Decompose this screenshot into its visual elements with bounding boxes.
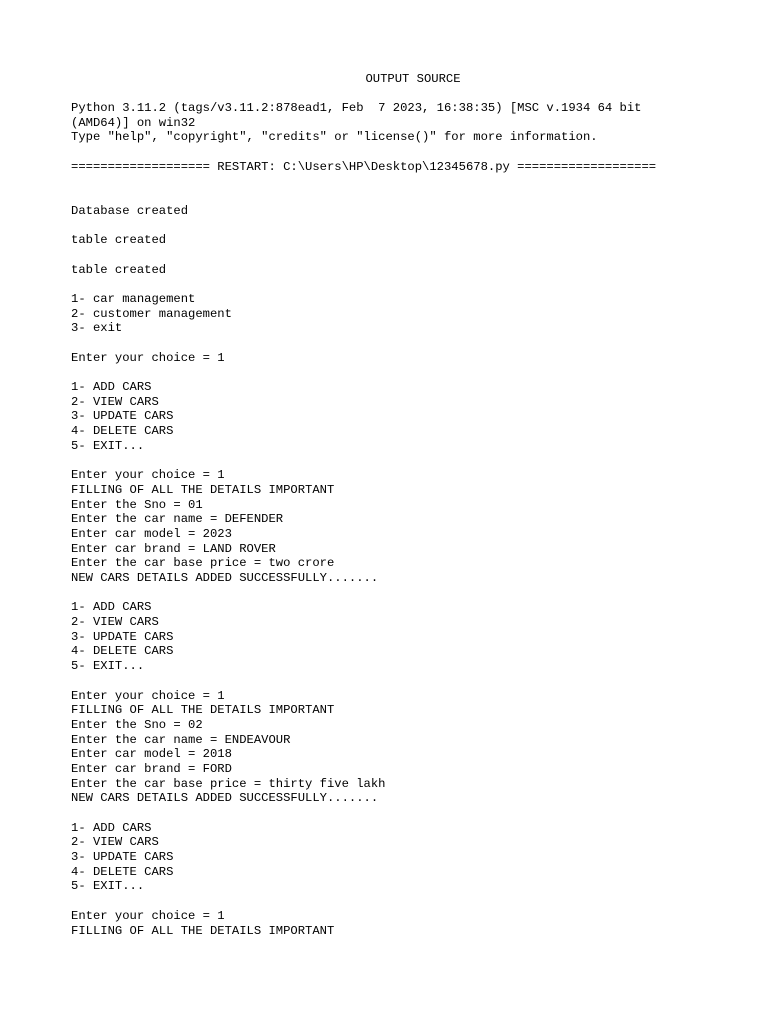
- output-line: Enter the Sno = 01: [71, 497, 203, 512]
- output-line: Enter car brand = LAND ROVER: [71, 541, 276, 556]
- output-line: Enter car brand = FORD: [71, 761, 232, 776]
- output-line: 1- car management: [71, 291, 196, 306]
- output-line: table created: [71, 262, 167, 277]
- output-line: Enter the car base price = thirty five lakh: [71, 776, 386, 791]
- output-line: Enter the car base price = two crore: [71, 556, 335, 571]
- output-line: 2- customer management: [71, 306, 232, 321]
- output-line: Enter the Sno = 02: [71, 717, 203, 732]
- output-line: Database created: [71, 203, 189, 218]
- output-line: [71, 674, 731, 689]
- output-line: table created: [71, 233, 167, 248]
- output-line: Enter the car name = DEFENDER: [71, 512, 284, 527]
- page-title: OUTPUT SOURCE: [365, 72, 461, 86]
- output-line: FILLING OF ALL THE DETAILS IMPORTANT: [71, 703, 335, 718]
- console-output: [71, 101, 731, 938]
- output-line: Enter car model = 2023: [71, 526, 232, 541]
- output-line: 5- EXIT...: [71, 438, 145, 453]
- output-line: 1- ADD CARS: [71, 600, 152, 615]
- output-line: 3- UPDATE CARS: [71, 409, 174, 424]
- output-line: Enter car model = 2018: [71, 747, 232, 762]
- output-line: Enter the car name = ENDEAVOUR: [71, 732, 291, 747]
- output-line: [71, 189, 731, 204]
- output-line: 2- VIEW CARS: [71, 835, 159, 850]
- output-line: [71, 174, 731, 189]
- output-line: [71, 277, 731, 292]
- output-line: 5- EXIT...: [71, 879, 145, 894]
- output-line: [71, 219, 731, 234]
- output-line: [71, 248, 731, 263]
- output-line: NEW CARS DETAILS ADDED SUCCESSFULLY.......: [71, 791, 379, 806]
- output-line: 3- exit: [71, 321, 123, 336]
- output-line: [71, 894, 731, 909]
- output-line: Enter your choice = 1: [71, 688, 225, 703]
- output-line: 4- DELETE CARS: [71, 424, 174, 439]
- output-line: 1- ADD CARS: [71, 820, 152, 835]
- output-line: [71, 336, 731, 351]
- output-line: Type "help", "copyright", "credits" or "license()" for more information.: [71, 130, 598, 145]
- output-line: Enter your choice = 1: [71, 468, 225, 483]
- output-line: Enter your choice = 1: [71, 350, 225, 365]
- output-line: 3- UPDATE CARS: [71, 629, 174, 644]
- output-line: [71, 586, 731, 601]
- output-line: (AMD64)] on win32: [71, 115, 196, 130]
- output-line: =================== RESTART: C:\Users\HP\Desktop\12345678.py ===================: [71, 159, 657, 174]
- output-line: FILLING OF ALL THE DETAILS IMPORTANT: [71, 482, 335, 497]
- output-line: [71, 365, 731, 380]
- output-line: [71, 454, 731, 469]
- output-line: 2- VIEW CARS: [71, 615, 159, 630]
- output-line: 2- VIEW CARS: [71, 394, 159, 409]
- output-line: [71, 806, 731, 821]
- output-line: 1- ADD CARS: [71, 380, 152, 395]
- output-line: [71, 145, 731, 160]
- output-line: Enter your choice = 1: [71, 908, 225, 923]
- output-line: Python 3.11.2 (tags/v3.11.2:878ead1, Feb 7 2023, 16:38:35) [MSC v.1934 64 bit: [71, 101, 642, 115]
- output-line: 3- UPDATE CARS: [71, 850, 174, 865]
- output-line: 4- DELETE CARS: [71, 864, 174, 879]
- output-line: NEW CARS DETAILS ADDED SUCCESSFULLY.......: [71, 571, 379, 585]
- output-line: 5- EXIT...: [71, 659, 145, 674]
- output-line: 4- DELETE CARS: [71, 644, 174, 659]
- output-line: FILLING OF ALL THE DETAILS IMPORTANT: [71, 923, 335, 938]
